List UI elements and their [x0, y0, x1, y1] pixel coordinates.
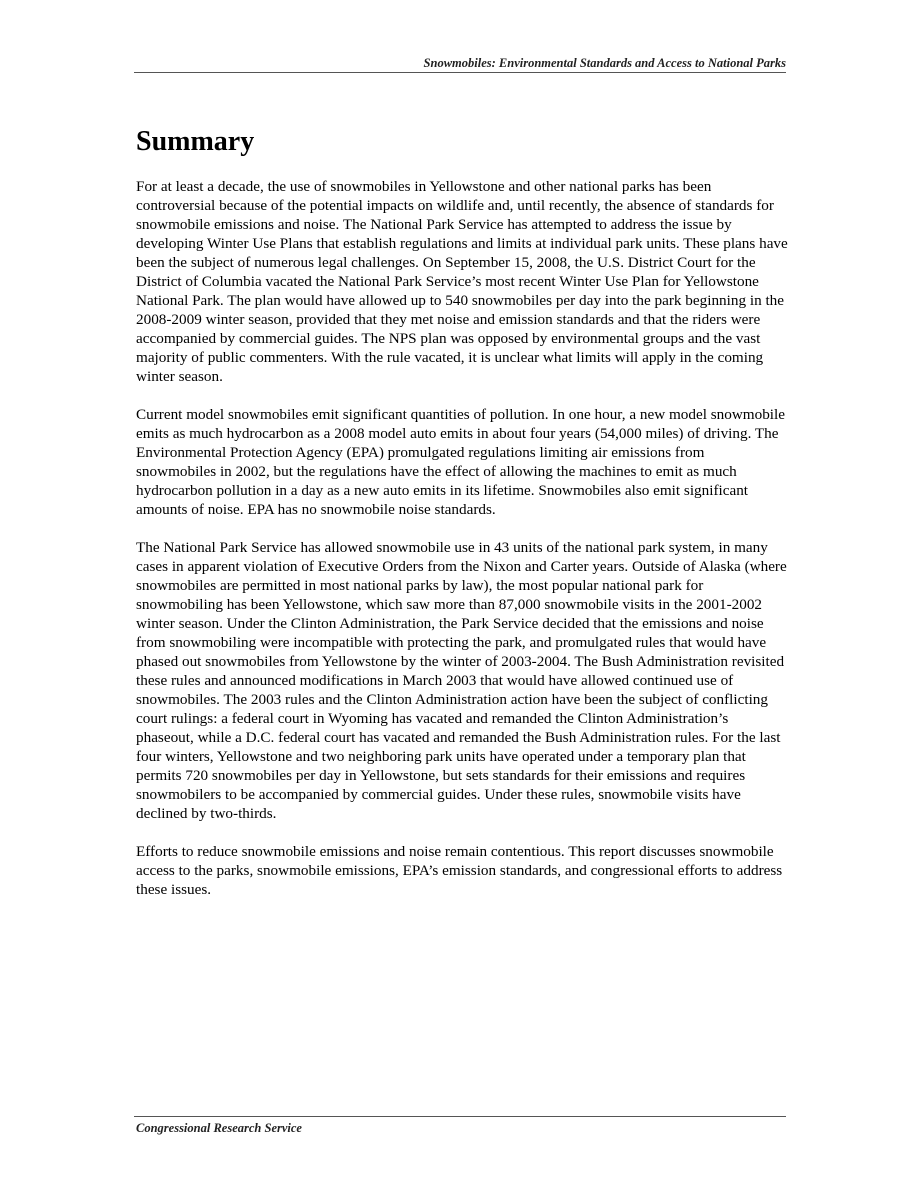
header-divider	[134, 72, 786, 73]
running-header: Snowmobiles: Environmental Standards and Access to National Parks	[423, 56, 786, 70]
paragraph-2: Current model snowmobiles emit significant quantities of pollution. In one hour, a new model snowmobile emits as much hydrocarbon as a 2008 model auto emits in about four years (54,000 miles) of driving. The Environmental Protection Agency (EPA) promulgated regulations limiting air emissions from snowmobiles in 2002, but the regulations have the effect of allowing the machines to emit as much hydrocarbon pollution in a day as a new auto emits in its lifetime. Snowmobiles also emit significant amounts of noise. EPA has no snowmobile noise standards.	[136, 406, 785, 518]
summary-body	[136, 177, 788, 918]
paragraph-4: Efforts to reduce snowmobile emissions and noise remain contentious. This report discusses snowmobile access to the parks, snowmobile emissions, EPA’s emission standards, and congressional efforts to address these issues.	[136, 843, 783, 898]
paragraph-3: The National Park Service has allowed snowmobile use in 43 units of the national park system, in many cases in apparent violation of Executive Orders from the Nixon and Carter years. Outside of Alaska (where snowmobiles are permitted in most national parks by law), the most popular national park for snowmobiling has been Yellowstone, which saw more than 87,000 snowmobile visits in the 2001-2002 winter season. Under the Clinton Administration, the Park Service decided that the emissions and noise from snowmobiling were incompatible with protecting the park, and promulgated rules that would have phased out snowmobiles from Yellowstone by the winter of 2003-2004. The Bush Administration revisited these rules and announced modifications in March 2003 that would have allowed continued use of snowmobiles. The 2003 rules and the Clinton Administration action have been the subject of conflicting court rulings: a federal court in Wyoming has vacated and remanded the Clinton Administration’s phaseout, while a D.C. federal court has vacated and remanded the Bush Administration rules. For the last four winters, Yellowstone and two neighboring park units have operated under a temporary plan that permits 720 snowmobiles per day in Yellowstone, but sets standards for their emissions and requires snowmobilers to be accompanied by commercial guides. Under these rules, snowmobile visits have declined by two-thirds.	[136, 539, 787, 822]
paragraph-1: For at least a decade, the use of snowmobiles in Yellowstone and other national parks has been controversial because of the potential impacts on wildlife and, until recently, the absence of standards for snowmobile emissions and noise. The National Park Service has attempted to address the issue by developing Winter Use Plans that establish regulations and limits at individual park units. These plans have been the subject of numerous legal challenges. On September 15, 2008, the U.S. District Court for the District of Columbia vacated the National Park Service’s most recent Winter Use Plan for Yellowstone National Park. The plan would have allowed up to 540 snowmobiles per day into the park beginning in the 2008-2009 winter season, provided that they met noise and emission standards and that the riders were accompanied by commercial guides. The NPS plan was opposed by environmental groups and the vast majority of public commenters. With the rule vacated, it is unclear what limits will apply in the coming winter season.	[136, 178, 788, 385]
running-footer: Congressional Research Service	[136, 1121, 302, 1135]
footer-divider	[134, 1116, 786, 1117]
page-title: Summary	[136, 126, 255, 157]
